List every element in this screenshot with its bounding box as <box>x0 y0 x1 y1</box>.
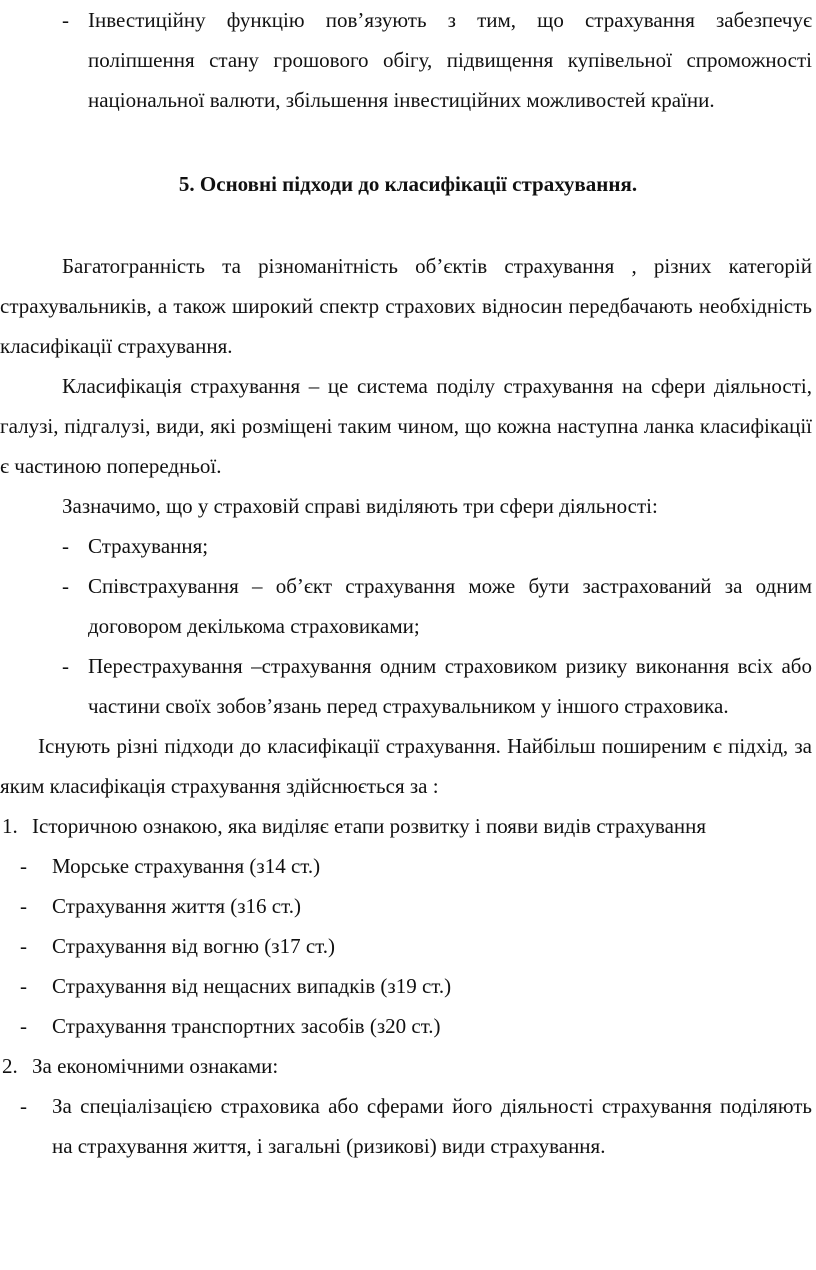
item-number: 2. <box>2 1054 18 1078</box>
item-number: 1. <box>2 814 18 838</box>
list-item-text: Перестрахування –страхування одним страховиком ризику виконання всіх або частини своїх зобов’язань перед страхувальником у іншого страховика. <box>88 654 812 718</box>
list-item <box>0 886 816 926</box>
paragraph-approaches: Існують різні підходи до класифікації страхування. Найбільш поширеним є підхід, за яким класифікація страхування здійснюється за : <box>0 734 812 798</box>
list-dash: - <box>20 894 27 918</box>
list-item-text: Страхування; <box>88 534 209 558</box>
list-item <box>0 966 816 1006</box>
section-heading: 5. Основні підходи до класифікації страхування. <box>178 172 638 196</box>
list-dash: - <box>20 854 27 878</box>
list-item <box>0 846 816 886</box>
list-item-text: Страхування життя (з16 ст.) <box>52 894 301 918</box>
spheres-list <box>0 526 816 726</box>
list-item-text: За спеціалізацією страховика або сферами його діяльності страхування поділяють на страхування життя, і загальні (ризикові) види страхування. <box>52 1094 812 1158</box>
numbered-item-historical <box>0 806 816 846</box>
intro-list-text: Інвестиційну функцію пов’язують з тим, що страхування забезпечує поліпшення стану грошового обігу, підвищення купівельної спроможності національної валюти, збільшення інвестиційних можливостей країни. <box>88 8 812 112</box>
list-item-text: Морське страхування (з14 ст.) <box>52 854 321 878</box>
historical-sublist <box>0 846 816 1046</box>
economic-sublist <box>0 1086 816 1166</box>
list-item <box>0 1006 816 1046</box>
list-dash: - <box>62 8 69 32</box>
list-dash: - <box>20 974 27 998</box>
numbered-item-text: За економічними ознаками: <box>32 1054 279 1078</box>
list-dash: - <box>62 534 69 558</box>
list-item <box>0 1086 816 1166</box>
list-item-text: Страхування від вогню (з17 ст.) <box>52 934 335 958</box>
list-item <box>0 926 816 966</box>
list-item <box>0 526 816 566</box>
intro-list-item <box>0 0 816 120</box>
list-dash: - <box>20 1094 27 1118</box>
paragraph-spheres-intro: Зазначимо, що у страховій справі виділяють три сфери діяльності: <box>62 494 658 518</box>
list-dash: - <box>62 654 69 678</box>
numbered-item-economic <box>0 1046 816 1086</box>
list-dash: - <box>20 1014 27 1038</box>
paragraph-definition: Класифікація страхування – це система поділу страхування на сфери діяльності, галузі, підгалузі, види, які розміщені таким чином, що кожна наступна ланка класифікації є частиною попередньої. <box>0 374 812 478</box>
list-dash: - <box>62 574 69 598</box>
list-item-text: Страхування від нещасних випадків (з19 ст.) <box>52 974 452 998</box>
list-item <box>0 646 816 726</box>
list-item <box>0 566 816 646</box>
list-item-text: Страхування транспортних засобів (з20 ст.) <box>52 1014 441 1038</box>
numbered-item-text: Історичною ознакою, яка виділяє етапи розвитку і появи видів страхування <box>32 814 707 838</box>
list-dash: - <box>20 934 27 958</box>
list-item-text: Співстрахування – об’єкт страхування може бути застрахований за одним договором декількома страховиками; <box>88 574 812 638</box>
paragraph-diversity: Багатогранність та різноманітність об’єктів страхування , різних категорій страхувальників, а також широкий спектр страхових відносин передбачають необхідність класифікації страхування. <box>0 254 812 358</box>
